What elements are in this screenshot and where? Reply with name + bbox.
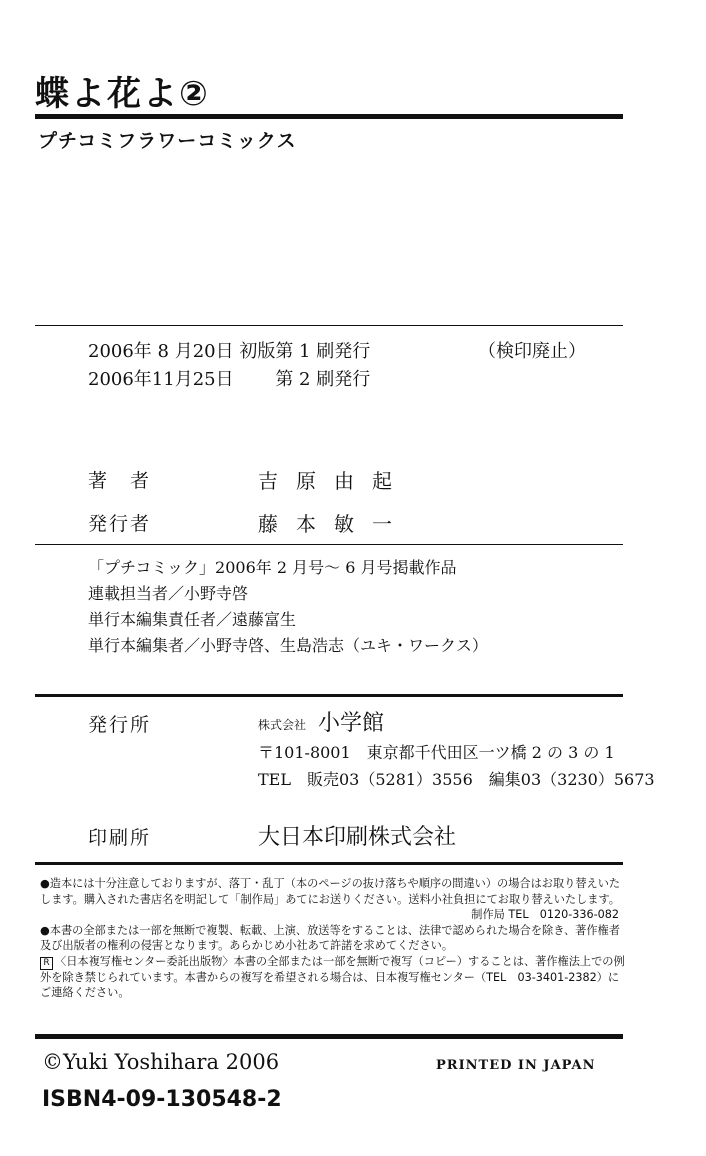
printer-name: 大日本印刷株式会社 xyxy=(258,825,457,850)
notice-defects: ●造本には十分注意しておりますが、落丁・乱丁（本のページの抜け落ちや順序の間違い）の場合はお取り替えいたします。購入された書店名を明記して「制作局」あてにお送りください。送料小社負担にてお取り替えいたします。 xyxy=(40,877,621,906)
notice-copy-text: 〈日本複写権センター委託出版物〉本書の全部または一部を無断で複写（コピー）することは、著作権法上での例外を除き禁じられています。本書からの複写を希望される場合は、日本複写権センター（TEL 03-3401-2382）にご連絡ください。 xyxy=(40,954,625,999)
title-rule xyxy=(35,114,623,119)
notice-copy-center xyxy=(40,954,625,1001)
divider-3 xyxy=(35,694,623,697)
divider-2 xyxy=(35,544,623,545)
publisher-tel: TEL 販売03（5281）3556 編集03（3230）5673 xyxy=(258,770,655,789)
company-name: 小学館 xyxy=(318,711,385,736)
publisher-address: 〒101-8001 東京都千代田区一ツ橋 2 の 3 の 1 xyxy=(258,743,615,762)
book-title: 蝶よ花よ② xyxy=(35,74,210,114)
chief-editor: 単行本編集責任者／遠藤富生 xyxy=(88,610,297,629)
series-name: プチコミフラワーコミックス xyxy=(38,130,297,152)
notice-contact: 制作局 TEL 0120-336-082 xyxy=(471,908,619,921)
notice-block xyxy=(40,876,625,1001)
book-editors: 単行本編集者／小野寺啓、生島浩志（ユキ・ワークス） xyxy=(88,636,488,655)
seal-note: （検印廃止） xyxy=(478,341,586,362)
publisher-person-name: 藤本敏一 xyxy=(258,512,410,536)
publisher-label: 発行所 xyxy=(88,714,152,736)
first-print-date: 2006年 8 月20日 初版第 1 刷発行 xyxy=(88,341,371,362)
copyright-line: ©Yuki Yoshihara 2006 xyxy=(42,1050,280,1074)
author-label: 著 者 xyxy=(88,470,152,492)
printed-in-japan: PRINTED IN JAPAN xyxy=(436,1058,596,1073)
publisher-person-label: 発行者 xyxy=(88,513,152,535)
serialization-info: 「プチコミック」2006年 2 月号～ 6 月号掲載作品 xyxy=(88,558,457,577)
divider-5 xyxy=(35,1034,623,1039)
printer-label: 印刷所 xyxy=(88,827,152,849)
isbn: ISBN4-09-130548-2 xyxy=(42,1087,282,1112)
divider-4 xyxy=(35,862,623,865)
notice-copyright: ●本書の全部または一部を無断で複製、転載、上演、放送等をすることは、法律で認められた場合を除き、著作権者及び出版者の権利の侵害となります。あらかじめ小社あて許諾を求めてください。 xyxy=(40,923,620,952)
divider-1 xyxy=(35,325,623,326)
serial-editor: 連載担当者／小野寺啓 xyxy=(88,584,249,603)
author-name: 吉原由起 xyxy=(258,469,410,493)
r-mark-icon: R xyxy=(40,957,53,970)
second-print-date: 2006年11月25日 第 2 刷発行 xyxy=(88,369,371,390)
company-prefix: 株式会社 xyxy=(258,718,307,732)
